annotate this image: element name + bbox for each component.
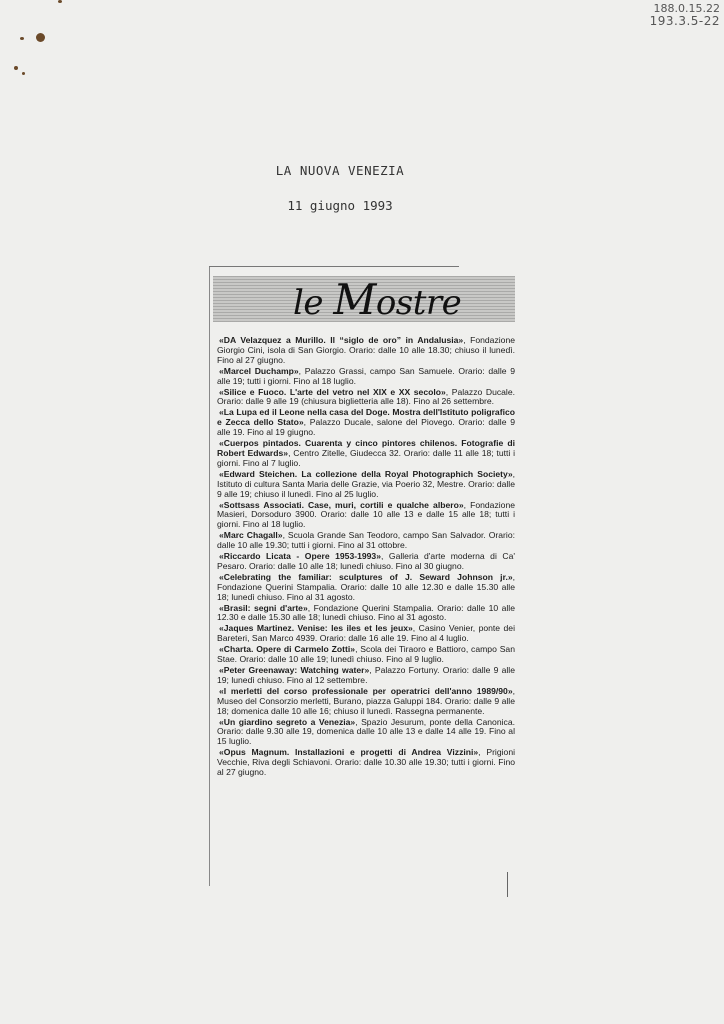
- list-item: [217, 687, 515, 717]
- publication-date: 11 giugno 1993: [287, 198, 393, 213]
- exhibition-title: «Marcel Duchamp»: [219, 365, 299, 376]
- list-item: [217, 718, 515, 748]
- exhibition-details: , Spazio Jesurum, ponte della Canonica. Orario: dalle 9.30 alle 19, domenica dalle 10 alle 13 e dalle 14 alle 19. Fino al 15 luglio.: [217, 716, 515, 747]
- exhibition-details: , Palazzo Ducale, salone del Piovego. Orario: dalle 9 alle 19. Fino al 19 giugno.: [217, 417, 515, 438]
- exhibition-details: , Palazzo Ducale. Orario: dalle 9 alle 19 (chiusura biglietteria alle 18). Fino al 26 settembre.: [217, 386, 515, 407]
- exhibition-details: , Museo del Consorzio merletti, Burano, piazza Galuppi 184. Orario: dalle 9 alle 18; domenica dalle 10 alle 16; chiuso il lunedì. Rassegna permanente.: [217, 685, 515, 716]
- source-header: [240, 163, 440, 213]
- clipping-edge-left: [209, 266, 210, 886]
- exhibition-title: «Opus Magnum. Installazioni e progetti di Andrea Vizzini»: [219, 747, 479, 758]
- exhibition-details: , Fondazione Querini Stampalia. Orario: dalle 10 alle 12.30 e dalle 15.30 alle 18; lunedì chiuso. Fino al 31 agosto.: [217, 602, 515, 623]
- ink-spot: [20, 37, 24, 40]
- exhibition-details: , Prigioni Vecchie, Riva degli Schiavoni. Orario: dalle 10.30 alle 19.30; tutti i giorni. Fino al 27 giugno.: [217, 747, 516, 778]
- section-title-prefix: le: [293, 283, 334, 323]
- exhibition-details: , Fondazione Masieri, Dorsoduro 3900. Orario: dalle 10 alle 13 e dalle 15 alle 18; tutti i giorni. Fino al 18 luglio.: [217, 499, 516, 530]
- list-item: [217, 666, 515, 686]
- exhibition-details: , Galleria d'arte moderna di Ca' Pesaro. Orario: dalle 10 alle 18; lunedì chiuso. Fino al 30 giugno.: [217, 551, 515, 571]
- list-item: [217, 552, 515, 572]
- exhibition-title: «Edward Steichen. La collezione della Royal Photographich Society»: [219, 468, 513, 479]
- exhibition-details: , Istituto di cultura Santa Maria delle Grazie, via Poerio 32, Mestre. Orario: dalle 9 alle 19; chiuso il lunedì. Fino al 25 luglio.: [217, 468, 515, 499]
- exhibition-title: «Silice e Fuoco. L'arte del vetro nel XIX e XX secolo»: [219, 386, 446, 397]
- catalog-line-1: 188.0.15.22: [653, 2, 720, 15]
- catalog-annotation: [650, 2, 720, 28]
- list-item: [217, 388, 515, 408]
- exhibition-title: «Cuerpos pintados. Cuarenta y cinco pintores chilenos. Fotografie di Robert Edwards»: [217, 438, 515, 458]
- exhibition-title: «DA Velazquez a Murillo. Il “siglo de oro” in Andalusia»: [219, 335, 464, 345]
- exhibition-details: , Palazzo Grassi, campo San Samuele. Orario: dalle 9 alle 19; tutti i giorni. Fino al 18 luglio.: [217, 365, 515, 386]
- list-item: [217, 470, 515, 500]
- list-item: [217, 531, 515, 551]
- exhibition-details: , Fondazione Querini Stampalia. Orario: dalle 10 alle 12.30 e dalle 15.30 alle 18; lunedì chiuso. Fino al 31 agosto.: [217, 571, 515, 602]
- exhibition-details: , Centro Zitelle, Giudecca 32. Orario: dalle 11 alle 18; tutti i giorni. Fino al 7 luglio.: [217, 447, 515, 468]
- list-item: [217, 408, 515, 438]
- ink-spot: [58, 0, 62, 3]
- exhibition-details: , Scuola Grande San Teodoro, campo San Salvador. Orario: dalle 10 alle 19.30; tutti i giorni. Fino al 31 ottobre.: [217, 530, 515, 551]
- newspaper-clipping: [205, 262, 517, 892]
- clipping-edge-top: [209, 266, 459, 267]
- section-title-capital: M: [333, 275, 376, 324]
- catalog-line-2: 193.3.5-22: [649, 14, 720, 28]
- exhibition-title: «Peter Greenaway: Watching water»: [219, 665, 370, 675]
- exhibition-title: «Jaques Martinez. Venise: les iles et les jeux»: [219, 623, 413, 634]
- exhibition-details: , Fondazione Giorgio Cini, isola di San Giorgio. Orario: dalle 10 alle 18.30; chiuso il lunedì. Fino al 27 giugno.: [217, 335, 515, 365]
- exhibition-list: [217, 336, 515, 779]
- exhibition-title: «Celebrating the familiar: sculptures of J. Seward Johnson jr.»: [219, 571, 513, 582]
- exhibition-title: «I merletti del corso professionale per operatrici dell'anno 1989/90»: [219, 685, 513, 696]
- exhibition-title: «Sottsass Associati. Case, muri, cortili e qualche albero»: [219, 499, 464, 510]
- exhibition-title: «Brasil: segni d'arte»: [219, 602, 308, 613]
- list-item: [217, 604, 515, 624]
- exhibition-title: «Charta. Opere di Carmelo Zotti»: [219, 644, 356, 655]
- exhibition-details: , Casino Venier, ponte dei Bareteri, San Marco 4939. Orario: dalle 16 alle 19. Fino al 4 luglio.: [217, 623, 515, 644]
- ink-spot: [36, 33, 45, 42]
- clipping-edge-right: [507, 872, 508, 897]
- list-item: [217, 645, 515, 665]
- ink-spot: [22, 72, 25, 75]
- section-banner: [213, 276, 515, 322]
- list-item: [217, 336, 515, 366]
- exhibition-title: «Un giardino segreto a Venezia»: [219, 716, 356, 727]
- list-item: [217, 501, 515, 531]
- exhibition-details: , Scola dei Tiraoro e Battioro, campo San Stae. Orario: dalle 10 alle 19; lunedì chiuso. Fino al 9 luglio.: [217, 644, 515, 665]
- section-title-rest: ostre: [375, 283, 462, 323]
- exhibition-details: , Palazzo Fortuny. Orario: dalle 9 alle 19; lunedì chiuso. Fino al 12 settembre.: [217, 665, 515, 685]
- list-item: [217, 439, 515, 469]
- list-item: [217, 748, 515, 778]
- exhibition-title: «Marc Chagall»: [219, 530, 283, 541]
- newspaper-name: LA NUOVA VENEZIA: [275, 163, 405, 178]
- list-item: [217, 367, 515, 387]
- list-item: [217, 573, 515, 603]
- list-item: [217, 624, 515, 644]
- section-title: [293, 275, 462, 324]
- exhibition-title: «Riccardo Licata - Opere 1953-1993»: [219, 551, 381, 562]
- exhibition-title: «La Lupa ed il Leone nella casa del Doge. Mostra dell'Istituto poligrafico e Zecca dello Stato»: [217, 407, 515, 428]
- ink-spot: [14, 66, 18, 70]
